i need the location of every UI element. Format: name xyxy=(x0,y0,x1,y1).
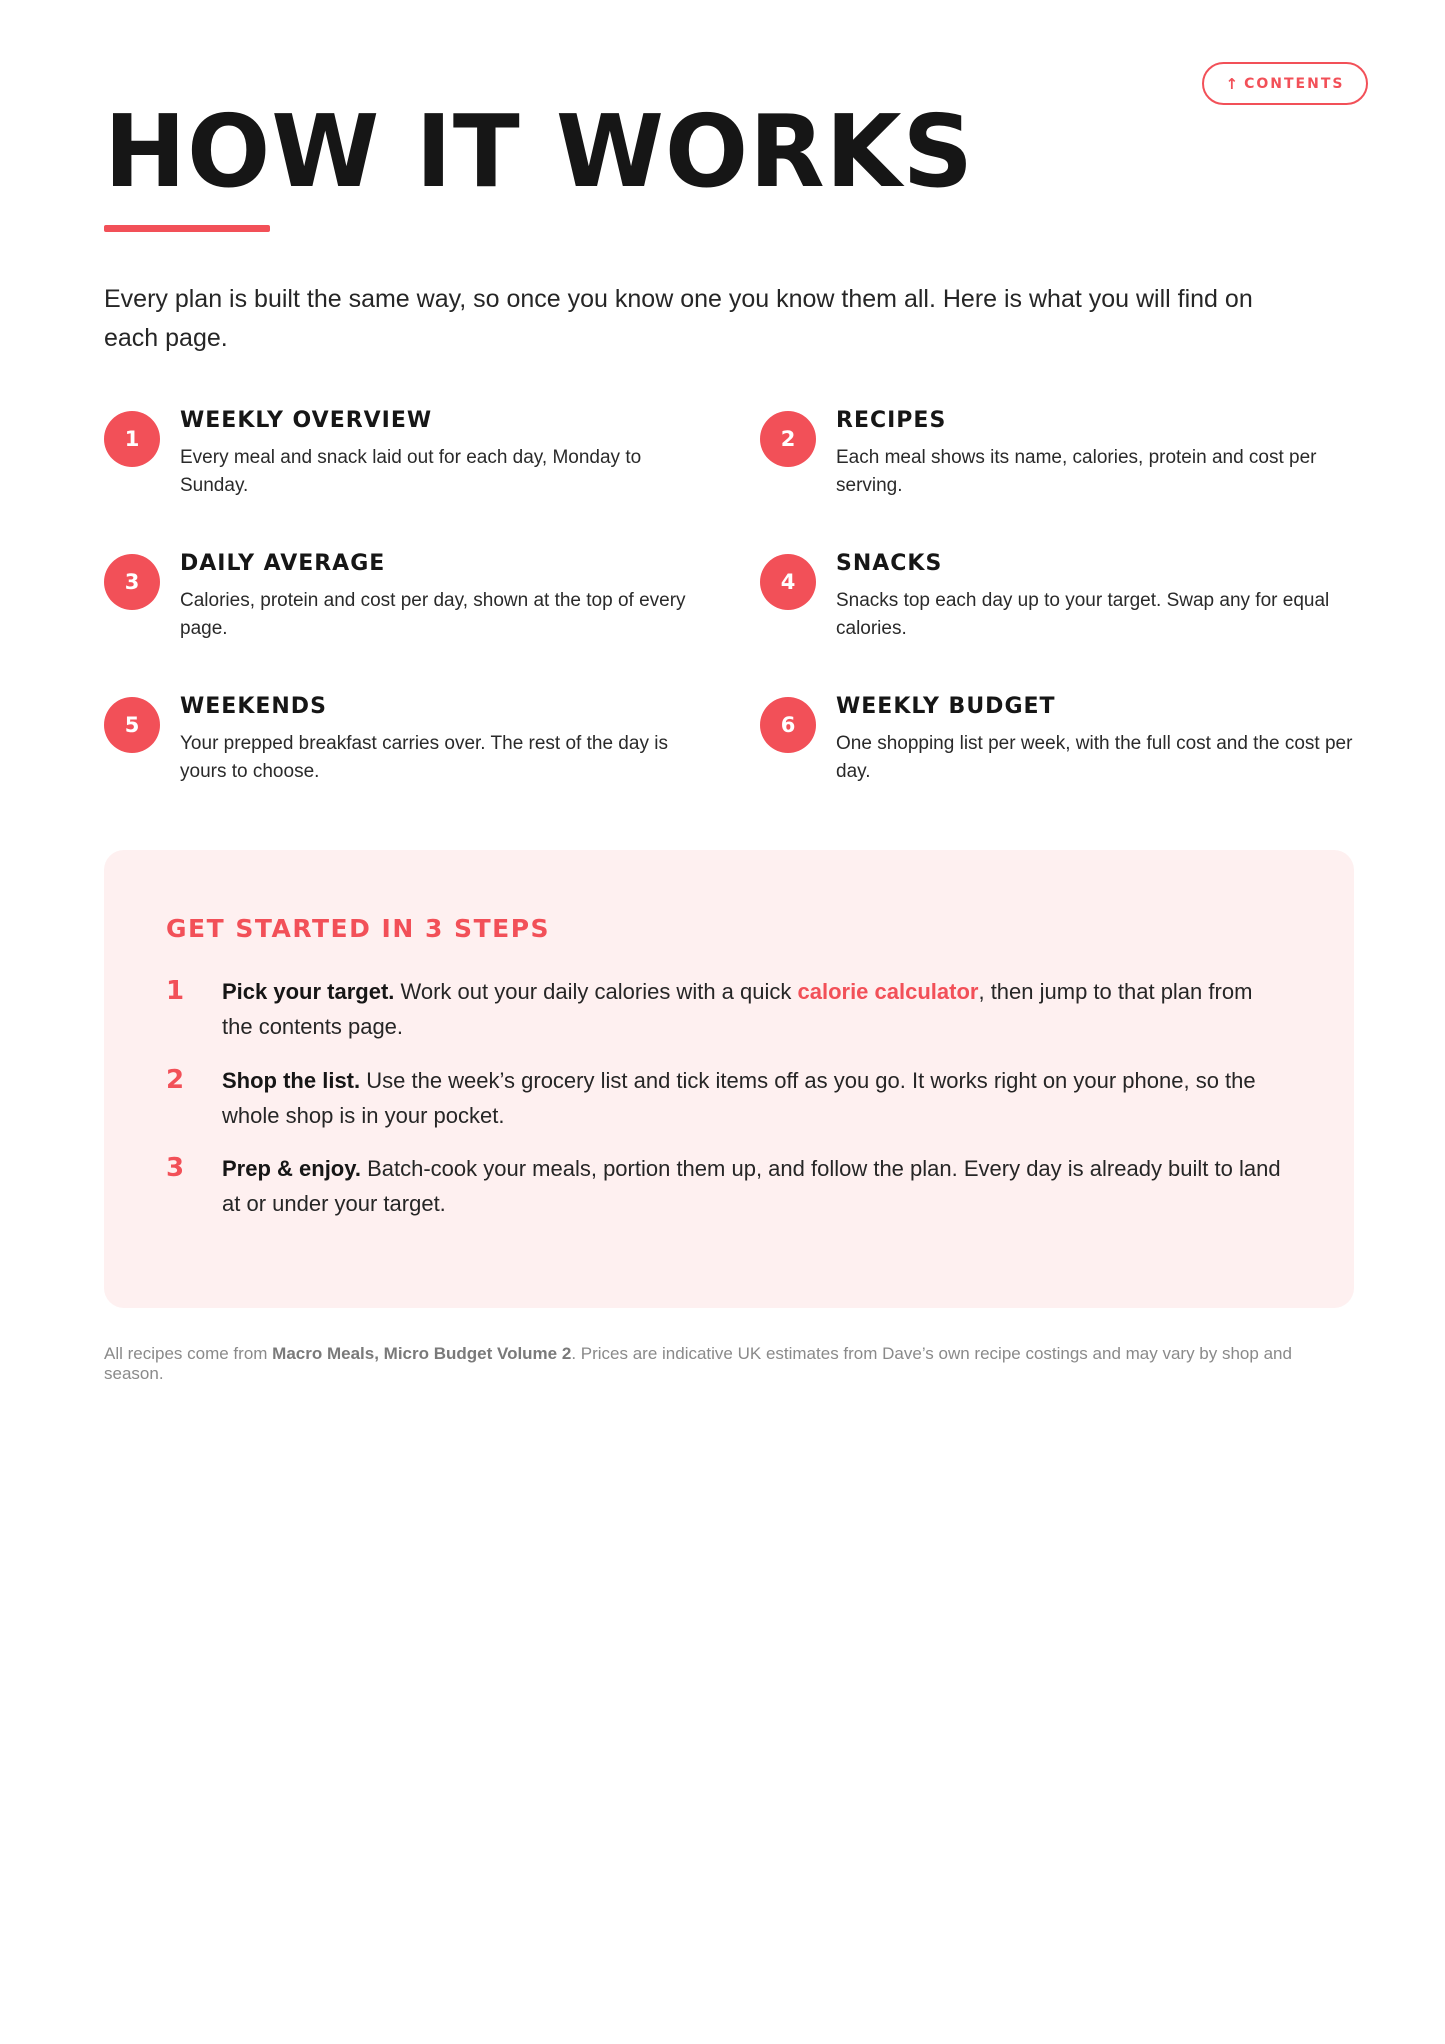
contents-button-label: CONTENTS xyxy=(1244,75,1345,92)
feature-snacks xyxy=(760,551,1330,661)
step-body-continued: , then jump to that plan from the contents page. xyxy=(222,979,1253,1039)
step-number: 3 xyxy=(166,1153,185,1183)
feature-description: One shopping list per week, with the full cost and the cost per day. xyxy=(836,733,1353,782)
step-number: 2 xyxy=(166,1065,185,1095)
calorie-calculator-link[interactable]: calorie calculator xyxy=(797,979,979,1004)
footnote xyxy=(104,1344,1354,1384)
get-started-heading: GET STARTED IN 3 STEPS xyxy=(166,914,551,943)
step-lead: Shop the list. xyxy=(222,1068,361,1093)
feature-title: RECIPES xyxy=(836,408,947,433)
feature-description: Calories, protein and cost per day, shown at the top of every page. xyxy=(180,590,686,639)
contents-button[interactable] xyxy=(1202,62,1368,105)
step-body: Use the week’s grocery list and tick items off as you go. It works right on your phone, so the whole shop is in your pocket. xyxy=(222,1068,1256,1128)
arrow-up-icon: ↑ xyxy=(1225,74,1239,93)
step-number: 1 xyxy=(166,976,185,1006)
feature-title: SNACKS xyxy=(836,551,943,576)
feature-weekly-budget xyxy=(760,694,1353,804)
feature-number-badge: 1 xyxy=(104,411,160,467)
step-lead: Pick your target. xyxy=(222,979,395,1004)
feature-weekends xyxy=(104,694,668,804)
step-text xyxy=(222,1063,1282,1133)
get-started-panel xyxy=(104,850,1354,1308)
intro-text: Every plan is built the same way, so once you know one you know them all. Here is what you will find on each page. xyxy=(104,285,1253,352)
feature-daily-average xyxy=(104,551,686,661)
footnote-suffix: . Prices are indicative UK estimates from Dave’s own recipe costings and may vary by shop and season. xyxy=(104,1344,1292,1383)
feature-title: WEEKLY OVERVIEW xyxy=(180,408,433,433)
feature-title: WEEKENDS xyxy=(180,694,327,719)
feature-number-badge: 6 xyxy=(760,697,816,753)
feature-description: Your prepped breakfast carries over. The rest of the day is yours to choose. xyxy=(180,733,668,782)
feature-title: WEEKLY BUDGET xyxy=(836,694,1056,719)
step-text xyxy=(222,1151,1282,1221)
feature-weekly-overview xyxy=(104,408,664,518)
feature-title: DAILY AVERAGE xyxy=(180,551,386,576)
feature-number-badge: 4 xyxy=(760,554,816,610)
feature-description: Each meal shows its name, calories, protein and cost per serving. xyxy=(836,447,1317,496)
feature-description: Snacks top each day up to your target. Swap any for equal calories. xyxy=(836,590,1330,639)
feature-description: Every meal and snack laid out for each day, Monday to Sunday. xyxy=(180,447,642,496)
page-title: HOW IT WORKS xyxy=(104,93,975,210)
feature-number-badge: 3 xyxy=(104,554,160,610)
step-text xyxy=(222,974,1282,1044)
feature-number-badge: 5 xyxy=(104,697,160,753)
feature-number-badge: 2 xyxy=(760,411,816,467)
step-body: Batch-cook your meals, portion them up, and follow the plan. Every day is already built to land at or under your target. xyxy=(222,1156,1281,1216)
title-underline xyxy=(104,225,270,232)
feature-recipes xyxy=(760,408,1320,518)
step-body: Work out your daily calories with a quick xyxy=(394,979,798,1004)
footnote-prefix: All recipes come from xyxy=(104,1344,273,1363)
footnote-book-title: Macro Meals, Micro Budget Volume 2 xyxy=(272,1344,572,1363)
step-lead: Prep & enjoy. xyxy=(222,1156,361,1181)
